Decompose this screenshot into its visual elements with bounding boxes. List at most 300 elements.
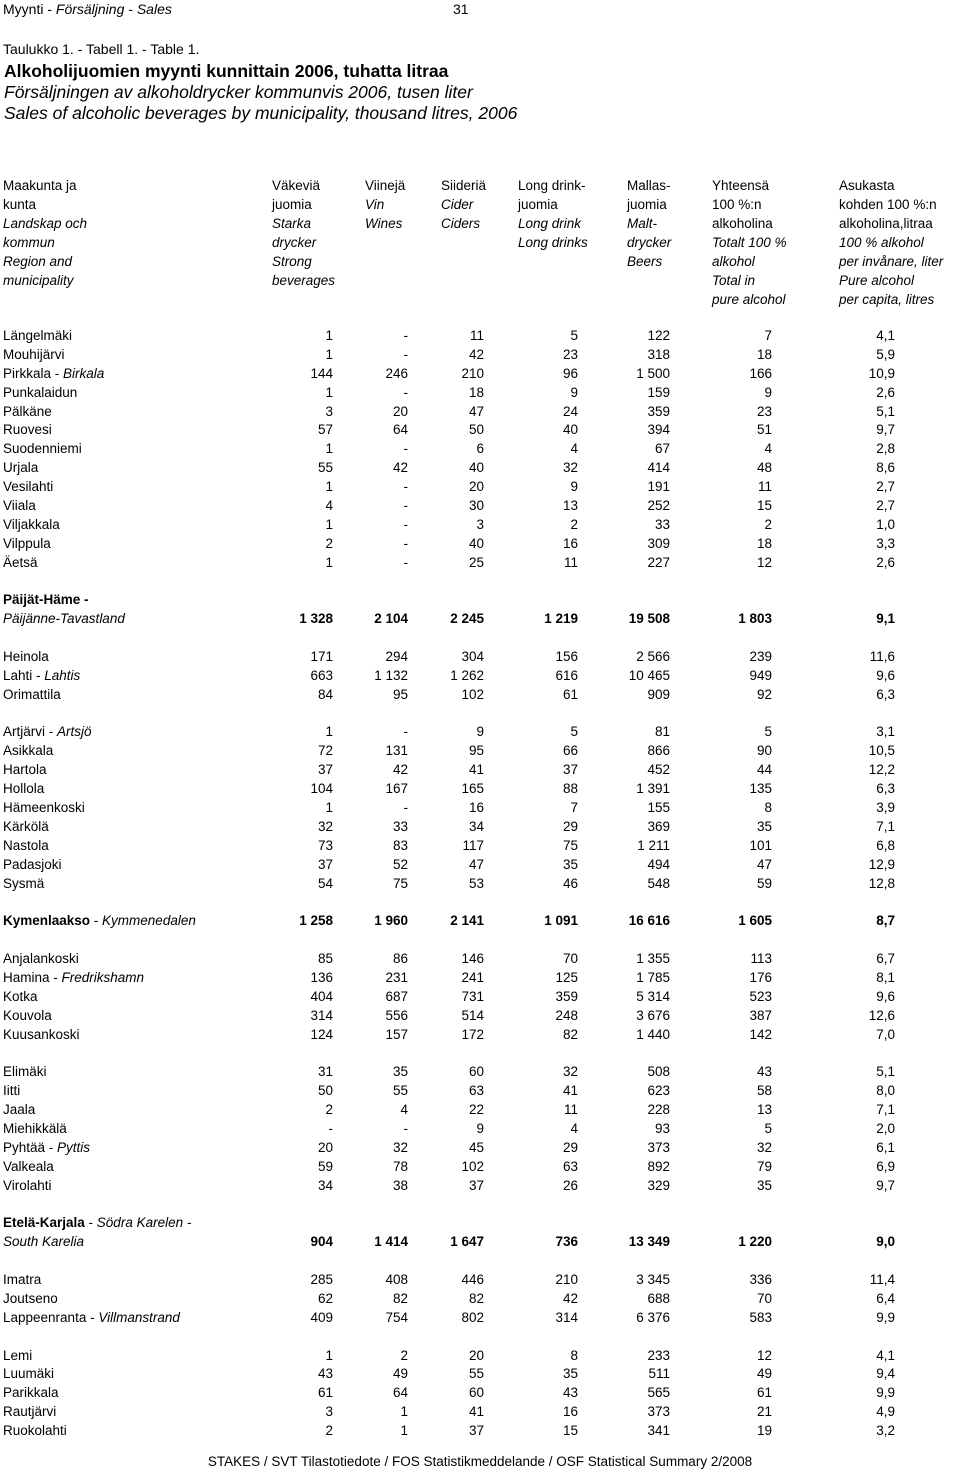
table-cell: 511 xyxy=(648,1366,670,1382)
table-row xyxy=(0,1270,960,1289)
table-cell: 23 xyxy=(756,403,772,419)
table-label: Taulukko 1. - Tabell 1. - Table 1. xyxy=(3,41,200,57)
column-header-line: Viinejä xyxy=(365,178,406,193)
table-cell: 1 xyxy=(325,384,333,400)
table-cell: 2,7 xyxy=(876,479,895,495)
table-cell: - xyxy=(403,516,408,532)
table-cell: 55 xyxy=(392,1083,408,1099)
table-cell: 32 xyxy=(392,1139,408,1155)
row-label xyxy=(3,1383,59,1402)
table-cell: 1 785 xyxy=(636,969,670,985)
row-label-part: Sysmä xyxy=(3,875,45,891)
table-cell: 96 xyxy=(562,365,578,381)
table-cell: 314 xyxy=(555,1309,578,1325)
column-header-line: juomia xyxy=(627,197,667,212)
table-cell: 6,9 xyxy=(876,1158,895,1174)
table-cell: 67 xyxy=(654,441,670,457)
table-cell: 142 xyxy=(749,1026,772,1042)
table-cell: 1 xyxy=(325,479,333,495)
table-row xyxy=(0,1327,960,1346)
column-header xyxy=(518,176,588,252)
column-header-line: Cider xyxy=(441,197,474,212)
row-label-part: Nastola xyxy=(3,837,49,853)
table-cell: 41 xyxy=(468,1404,484,1420)
row-label-part: - xyxy=(84,1215,97,1231)
table-cell: 172 xyxy=(461,1026,484,1042)
table-cell: 583 xyxy=(749,1309,772,1325)
table-cell: 4,9 xyxy=(876,1404,895,1420)
table-row xyxy=(0,1062,960,1081)
table-cell: 3,2 xyxy=(876,1423,895,1439)
table-row xyxy=(0,779,960,798)
row-label xyxy=(3,1308,180,1327)
table-cell: 40 xyxy=(562,422,578,438)
table-cell: 1 xyxy=(325,328,333,343)
column-header xyxy=(712,176,787,309)
row-label xyxy=(3,553,38,572)
table-cell: 9 xyxy=(476,724,484,740)
table-cell: 9 xyxy=(570,479,578,495)
table-cell: 43 xyxy=(317,1366,333,1382)
table-row xyxy=(0,798,960,817)
table-cell: 47 xyxy=(468,856,484,872)
table-cell: 113 xyxy=(750,951,772,967)
table-cell: 20 xyxy=(468,479,484,495)
table-row xyxy=(0,477,960,496)
row-label xyxy=(3,722,92,741)
row-label-part: Pälkäne xyxy=(3,403,52,419)
column-header-line: Siideriä xyxy=(441,178,487,193)
table-cell: 70 xyxy=(562,951,578,967)
table-cell: 1 xyxy=(325,554,333,570)
table-cell: 736 xyxy=(555,1234,578,1250)
table-row xyxy=(0,515,960,534)
row-label xyxy=(3,987,38,1006)
table-cell: 33 xyxy=(392,818,408,834)
row-label xyxy=(3,685,61,704)
table-cell: 1 258 xyxy=(299,913,333,929)
table-row xyxy=(0,987,960,1006)
table-cell: 9,7 xyxy=(876,422,895,438)
row-label xyxy=(3,1025,80,1044)
table-cell: 1 605 xyxy=(738,913,772,929)
table-cell: 228 xyxy=(647,1102,670,1118)
table-cell: 64 xyxy=(392,422,408,438)
row-label-part: Orimattila xyxy=(3,686,61,702)
table-cell: 318 xyxy=(647,346,670,362)
table-cell: 135 xyxy=(749,781,772,797)
table-cell: 359 xyxy=(555,988,578,1004)
table-cell: 122 xyxy=(647,328,670,343)
table-cell: - xyxy=(403,346,408,362)
table-cell: 9,0 xyxy=(876,1234,895,1250)
column-header-line: Totalt 100 % xyxy=(712,235,787,250)
table-cell: 1,0 xyxy=(876,516,895,532)
row-label-part: Miehikkälä xyxy=(3,1120,67,1136)
title-swedish: Försäljningen av alkoholdrycker kommunvis 2006, tusen liter xyxy=(4,82,473,102)
row-label-part: Suodenniemi xyxy=(3,441,82,457)
row-label-part: Artsjö xyxy=(57,724,92,740)
row-label xyxy=(3,836,49,855)
table-cell: 446 xyxy=(461,1272,484,1287)
table-cell: 3,1 xyxy=(876,724,895,740)
table-cell: 85 xyxy=(317,951,333,967)
table-cell: 20 xyxy=(317,1139,333,1155)
table-cell: 9,4 xyxy=(876,1366,895,1382)
table-cell: 2,8 xyxy=(876,441,895,457)
row-label xyxy=(3,590,89,609)
table-cell: 8,0 xyxy=(876,1083,895,1099)
table-cell: 309 xyxy=(647,535,670,551)
table-cell: 2,7 xyxy=(876,497,895,513)
table-cell: 523 xyxy=(749,988,772,1004)
table-row xyxy=(0,1157,960,1176)
table-cell: 5 xyxy=(764,724,772,740)
table-cell: - xyxy=(403,535,408,551)
row-label xyxy=(3,798,85,817)
column-header-line: drycker xyxy=(627,235,672,250)
table-cell: - xyxy=(403,441,408,457)
table-cell: 19 508 xyxy=(628,611,670,627)
table-cell: 3 xyxy=(476,516,484,532)
table-cell: 9 xyxy=(570,384,578,400)
table-row xyxy=(0,571,960,590)
row-label-part: Etelä-Karjala xyxy=(3,1215,85,1231)
table-cell: 2,6 xyxy=(876,554,895,570)
table-cell: 7,1 xyxy=(876,818,895,834)
table-cell: 84 xyxy=(317,686,333,702)
table-cell: 1 xyxy=(325,724,333,740)
table-cell: 9,9 xyxy=(876,1385,895,1401)
row-label-part: Lahtis xyxy=(44,667,81,683)
table-cell: - xyxy=(403,479,408,495)
table-cell: 210 xyxy=(555,1272,578,1287)
table-cell: 47 xyxy=(468,403,484,419)
table-cell: 30 xyxy=(468,497,484,513)
table-row xyxy=(0,892,960,911)
table-cell: 2 xyxy=(325,1102,333,1118)
table-cell: 8 xyxy=(570,1347,578,1363)
table-cell: 37 xyxy=(562,762,578,778)
table-cell: 4 xyxy=(570,441,578,457)
table-cell: 210 xyxy=(461,365,484,381)
table-cell: 60 xyxy=(468,1064,484,1080)
row-label-part: Ruokolahti xyxy=(3,1423,67,1439)
table-cell: 12 xyxy=(756,554,772,570)
table-cell: 47 xyxy=(756,856,772,872)
table-cell: 26 xyxy=(562,1177,578,1193)
table-cell: 231 xyxy=(385,969,408,985)
column-header-line: 100 %:n xyxy=(712,197,762,212)
table-cell: 16 xyxy=(468,800,484,815)
table-row xyxy=(0,911,960,930)
column-header-line: Landskap och xyxy=(3,216,88,231)
table-cell: 687 xyxy=(385,988,408,1004)
row-label xyxy=(3,855,62,874)
table-cell: 41 xyxy=(562,1083,578,1099)
table-cell: 8,1 xyxy=(876,969,895,985)
row-label xyxy=(3,949,79,968)
table-row xyxy=(0,364,960,383)
table-cell: 2 245 xyxy=(450,611,484,627)
table-cell: 34 xyxy=(468,818,484,834)
table-cell: 32 xyxy=(562,460,578,476)
table-cell: 2 xyxy=(570,516,578,532)
title-english: Sales of alcoholic beverages by municipality, thousand litres, 2006 xyxy=(4,103,518,123)
row-label-part: Mouhijärvi xyxy=(3,346,65,362)
table-cell: 508 xyxy=(647,1064,670,1080)
column-header-line: juomia xyxy=(272,197,312,212)
column-header xyxy=(627,176,671,271)
table-cell: 34 xyxy=(317,1177,333,1193)
table-cell: 7,1 xyxy=(876,1102,895,1118)
row-label xyxy=(3,1006,52,1025)
column-header-line: Vin xyxy=(365,197,385,212)
table-cell: 15 xyxy=(756,497,772,513)
column-header-line: Yhteensä xyxy=(712,178,770,193)
table-cell: 54 xyxy=(317,875,333,891)
table-cell: 12,8 xyxy=(868,875,895,891)
table-cell: 55 xyxy=(317,460,333,476)
row-label xyxy=(3,1346,32,1365)
row-label-part: Asikkala xyxy=(3,743,54,759)
row-label-part: Villmanstrand xyxy=(98,1309,180,1325)
column-header xyxy=(3,176,87,290)
table-cell: 117 xyxy=(462,837,484,853)
table-cell: 304 xyxy=(461,648,484,664)
table-cell: 166 xyxy=(749,365,772,381)
row-label-part: Kymenlaakso xyxy=(3,913,91,929)
table-cell: 53 xyxy=(468,875,484,891)
table-cell: 31 xyxy=(317,1064,333,1080)
table-cell: 336 xyxy=(749,1272,772,1287)
table-cell: 8,6 xyxy=(876,460,895,476)
table-cell: 32 xyxy=(317,818,333,834)
table-cell: 32 xyxy=(756,1139,772,1155)
row-label-part: Kymmenedalen xyxy=(102,913,196,929)
row-label xyxy=(3,779,44,798)
table-cell: 1 391 xyxy=(636,781,670,797)
title-block xyxy=(4,61,517,124)
column-header-line: Total in xyxy=(712,273,756,288)
row-label xyxy=(3,345,65,364)
table-cell: 663 xyxy=(310,667,333,683)
table-row xyxy=(0,609,960,628)
table-cell: 909 xyxy=(647,686,670,702)
table-cell: 414 xyxy=(647,460,670,476)
column-header-line: drycker xyxy=(272,235,317,250)
column-header-line: Pure alcohol xyxy=(839,273,915,288)
table-cell: 51 xyxy=(756,422,772,438)
row-label-part: Hollola xyxy=(3,781,45,797)
table-cell: 1 262 xyxy=(450,667,484,683)
column-header-line: kommun xyxy=(3,235,55,250)
table-cell: 5 xyxy=(764,1120,772,1136)
table-cell: 43 xyxy=(562,1385,578,1401)
table-cell: 40 xyxy=(468,535,484,551)
table-cell: 82 xyxy=(392,1290,408,1306)
table-cell: 1 647 xyxy=(450,1234,484,1250)
column-header-line: kunta xyxy=(3,197,37,212)
table-cell: 227 xyxy=(647,554,670,570)
row-label-part: Birkala xyxy=(63,365,105,381)
table-cell: 18 xyxy=(756,346,772,362)
row-label xyxy=(3,383,77,402)
table-cell: 7,0 xyxy=(876,1026,895,1042)
table-row xyxy=(0,420,960,439)
table-row xyxy=(0,874,960,893)
table-cell: 101 xyxy=(749,837,772,853)
column-header-line: Long drink- xyxy=(518,178,586,193)
table-cell: 16 xyxy=(562,535,578,551)
row-label-part: Imatra xyxy=(3,1272,42,1287)
table-row xyxy=(0,855,960,874)
table-cell: - xyxy=(403,724,408,740)
table-cell: 7 xyxy=(570,800,578,815)
table-row xyxy=(0,1119,960,1138)
column-header-line: Long drinks xyxy=(518,235,588,250)
table-cell: 6 376 xyxy=(636,1309,670,1325)
column-header-line: Asukasta xyxy=(839,178,895,193)
column-header-line: Starka xyxy=(272,216,312,231)
table-cell: 79 xyxy=(756,1158,772,1174)
table-cell: 72 xyxy=(317,743,333,759)
table-row xyxy=(0,685,960,704)
table-cell: 35 xyxy=(756,1177,772,1193)
table-cell: 29 xyxy=(562,1139,578,1155)
row-label xyxy=(3,760,47,779)
table-cell: 452 xyxy=(647,762,670,778)
row-label xyxy=(3,439,82,458)
column-header-line: Ciders xyxy=(441,216,481,231)
table-row xyxy=(0,968,960,987)
table-cell: 156 xyxy=(555,648,578,664)
table-cell: 12 xyxy=(756,1347,772,1363)
table-cell: 9,6 xyxy=(876,667,895,683)
table-cell: 40 xyxy=(468,460,484,476)
row-label xyxy=(3,496,36,515)
table-row xyxy=(0,1232,960,1251)
row-label xyxy=(3,968,144,987)
table-cell: 409 xyxy=(310,1309,333,1325)
table-cell: 52 xyxy=(392,856,408,872)
table-row xyxy=(0,1346,960,1365)
table-cell: 1 328 xyxy=(299,611,333,627)
table-row xyxy=(0,1176,960,1195)
table-cell: 6,3 xyxy=(876,781,895,797)
table-cell: 33 xyxy=(654,516,670,532)
row-label-part: Iitti xyxy=(3,1083,21,1099)
table-cell: 1 440 xyxy=(636,1026,670,1042)
table-row xyxy=(0,949,960,968)
table-cell: 387 xyxy=(749,1007,772,1023)
row-label-part: Hämeenkoski xyxy=(3,800,85,815)
row-label xyxy=(3,609,125,628)
table-cell: 11 xyxy=(563,554,578,570)
row-label xyxy=(3,666,80,685)
column-header-line: Wines xyxy=(365,216,403,231)
table-cell: 7 xyxy=(764,328,772,343)
table-cell: 78 xyxy=(392,1158,408,1174)
table-cell: 75 xyxy=(392,875,408,891)
table-cell: 408 xyxy=(385,1272,408,1287)
table-cell: 904 xyxy=(310,1234,333,1250)
table-cell: 59 xyxy=(756,875,772,891)
table-cell: 1 960 xyxy=(374,913,408,929)
table-cell: 404 xyxy=(310,988,333,1004)
column-header-line: per capita, litres xyxy=(839,292,935,307)
title-finnish: Alkoholijuomien myynti kunnittain 2006, tuhatta litraa xyxy=(4,61,449,81)
row-label-part: Anjalankoski xyxy=(3,951,79,967)
column-header-line: pure alcohol xyxy=(712,292,786,307)
table-cell: 9,9 xyxy=(876,1309,895,1325)
table-cell: 32 xyxy=(562,1064,578,1080)
table-cell: 2,6 xyxy=(876,384,895,400)
table-cell: 565 xyxy=(647,1385,670,1401)
table-cell: 5 xyxy=(570,328,578,343)
table-row xyxy=(0,1043,960,1062)
row-label-part: Lappeenranta - xyxy=(3,1309,99,1325)
table-row xyxy=(0,590,960,609)
column-header-line: Mallas- xyxy=(627,178,671,193)
row-label-part: Äetsä xyxy=(3,554,38,570)
row-label-part: Kouvola xyxy=(3,1007,52,1023)
table-cell: 42 xyxy=(562,1290,578,1306)
table-cell: 61 xyxy=(756,1385,772,1401)
row-label-part: Vesilahti xyxy=(3,479,54,495)
row-label-part: Urjala xyxy=(3,460,39,476)
row-label-part: South Karelia xyxy=(3,1234,85,1250)
table-row xyxy=(0,1364,960,1383)
table-cell: 81 xyxy=(654,724,670,740)
row-label xyxy=(3,911,196,930)
table-cell: 2 566 xyxy=(636,648,670,664)
table-cell: 64 xyxy=(392,1385,408,1401)
table-cell: 63 xyxy=(562,1158,578,1174)
table-cell: 2 141 xyxy=(450,913,484,929)
table-cell: 57 xyxy=(317,422,333,438)
column-header-line: juomia xyxy=(518,197,558,212)
column-header xyxy=(839,176,943,309)
table-cell: 9,1 xyxy=(876,611,895,627)
column-header xyxy=(272,176,335,290)
table-cell: 136 xyxy=(310,969,333,985)
table-row xyxy=(0,439,960,458)
table-cell: 2,0 xyxy=(876,1120,895,1136)
row-label-part: Pyttis xyxy=(57,1139,91,1155)
page-number: 31 xyxy=(453,1,469,17)
table-cell: 3 676 xyxy=(636,1007,670,1023)
table-cell: 159 xyxy=(647,384,670,400)
table-cell: 2 xyxy=(400,1347,408,1363)
table-cell: - xyxy=(403,1120,408,1136)
row-label xyxy=(3,1100,35,1119)
table-cell: 95 xyxy=(468,743,484,759)
table-cell: 802 xyxy=(461,1309,484,1325)
row-label-part: Längelmäki xyxy=(3,328,73,343)
row-label xyxy=(3,1081,20,1100)
row-label-part: Rautjärvi xyxy=(3,1404,57,1420)
table-cell: 6,3 xyxy=(876,686,895,702)
table-cell: 373 xyxy=(647,1139,670,1155)
table-cell: 191 xyxy=(647,479,670,495)
table-row xyxy=(0,1402,960,1421)
table-cell: - xyxy=(403,384,408,400)
column-header-line: Väkeviä xyxy=(272,178,321,193)
row-label xyxy=(3,515,60,534)
table-cell: 62 xyxy=(317,1290,333,1306)
table-cell: 70 xyxy=(756,1290,772,1306)
